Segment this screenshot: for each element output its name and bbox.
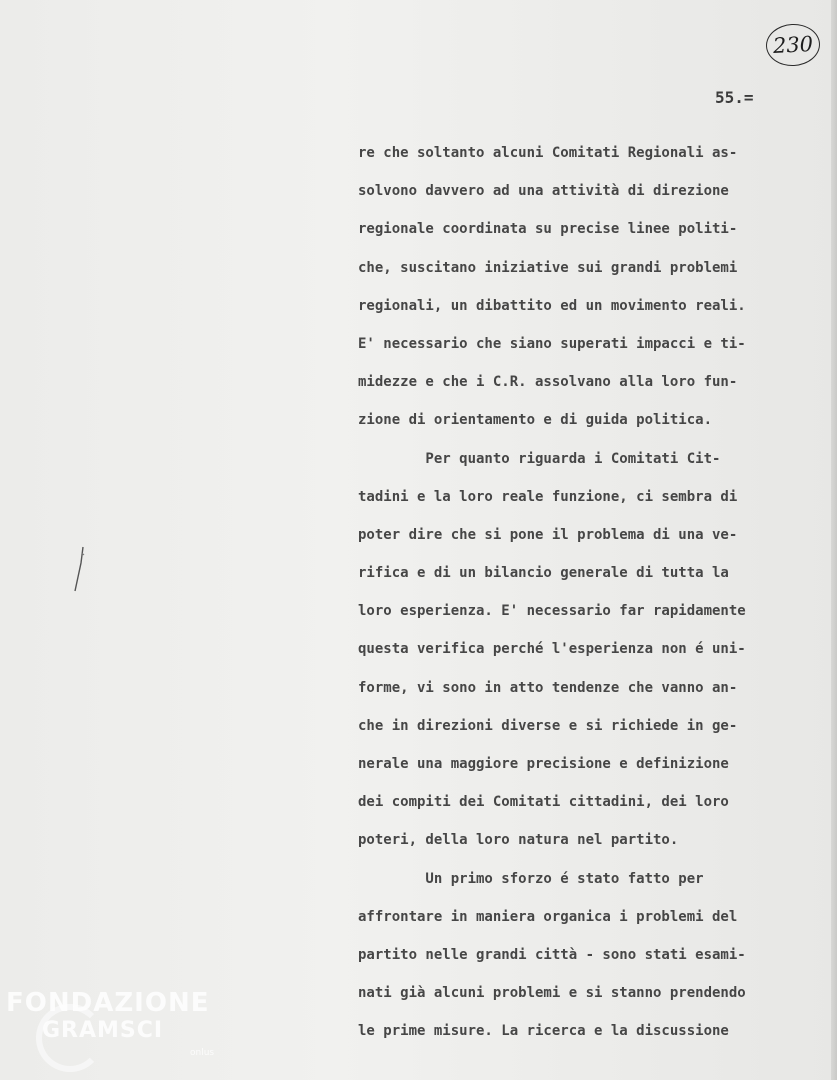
text-line: che, suscitano iniziative sui grandi problemi <box>358 259 738 276</box>
text-line: regionali, un dibattito ed un movimento reali. <box>358 297 746 314</box>
archive-number-stamp: 230 <box>765 23 821 68</box>
text-line: poter dire che si pone il problema di una ve- <box>358 526 738 543</box>
page-edge <box>831 0 837 1080</box>
text-line: Per quanto riguarda i Comitati Cit- <box>358 450 721 467</box>
text-line: nerale una maggiore precisione e definizione <box>358 756 729 772</box>
text-line: che in direzioni diverse e si richiede in ge- <box>358 717 738 734</box>
text-line: nati già alcuni problemi e si stanno prendendo <box>358 985 746 1002</box>
text-line: tadini e la loro reale funzione, ci sembra di <box>358 488 738 505</box>
logo-line1: FONDAZIONE <box>6 988 210 1018</box>
text-line: loro esperienza. E' necessario far rapidamente <box>358 603 746 620</box>
text-line: E' necessario che siano superati impacci e ti- <box>358 335 746 352</box>
typed-text-body <box>358 134 828 1051</box>
text-line: le prime misure. La ricerca e la discussione <box>358 1023 729 1040</box>
text-line: re che soltanto alcuni Comitati Regionali as- <box>358 145 738 161</box>
text-line: poteri, della loro natura nel partito. <box>358 832 679 849</box>
logo-line3: onlus <box>190 1048 215 1058</box>
page-number: 55.= <box>715 88 754 107</box>
text-line: zione di orientamento e di guida politica. <box>358 412 713 429</box>
text-line: questa verifica perché l'esperienza non é uni- <box>358 641 746 658</box>
text-line: solvono davvero ad una attività di direzione <box>358 183 729 200</box>
text-line: dei compiti dei Comitati cittadini, dei loro <box>358 794 729 811</box>
text-line: rifica e di un bilancio generale di tutta la <box>358 565 729 582</box>
text-line: regionale coordinata su precise linee politi- <box>358 221 738 238</box>
text-line: forme, vi sono in atto tendenze che vanno an- <box>358 679 738 696</box>
margin-pencil-mark <box>70 545 90 600</box>
text-line: partito nelle grandi città - sono stati esami- <box>358 946 746 963</box>
text-line: Un primo sforzo é stato fatto per <box>358 870 704 887</box>
text-line: affrontare in maniera organica i problemi del <box>358 908 738 925</box>
fondazione-gramsci-logo <box>6 986 236 1076</box>
logo-g-ring <box>36 1004 104 1072</box>
logo-line2: GRAMSCI <box>42 1018 164 1043</box>
text-line: midezze e che i C.R. assolvano alla loro fun- <box>358 374 738 391</box>
